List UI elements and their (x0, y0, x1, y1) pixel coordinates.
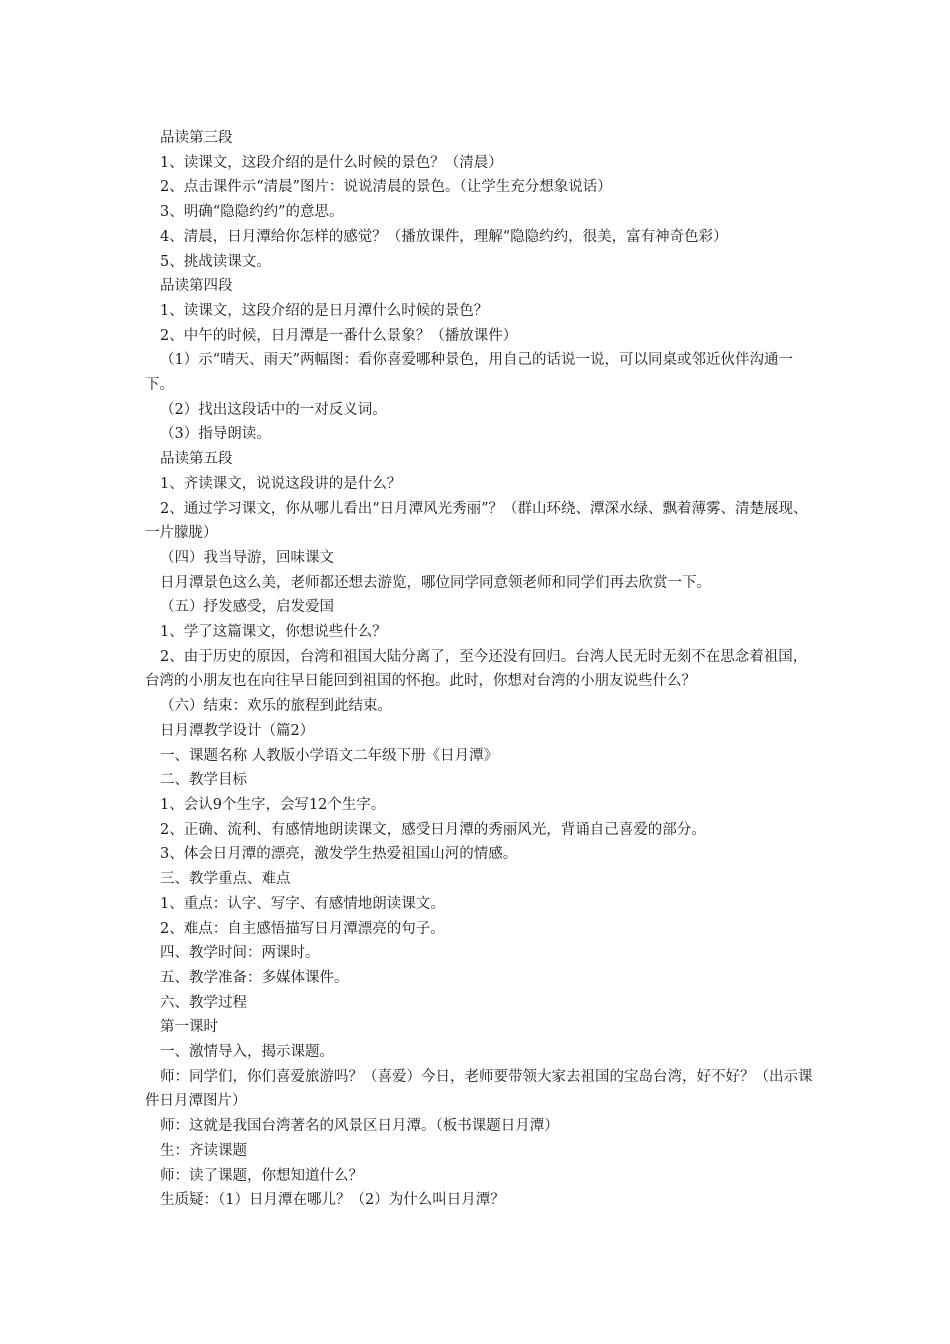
section-heading: 四、教学时间：两课时。 (160, 945, 320, 962)
paragraph: 生质疑：（1）日月潭在哪儿？（2）为什么叫日月潭？ (160, 1192, 505, 1209)
paragraph: 3、体会日月潭的漂亮，激发学生热爱祖国山河的情感。 (160, 846, 518, 863)
paragraph: 1、齐读课文，说说这段讲的是什么？ (160, 475, 402, 492)
paragraph: 2、通过学习课文，你从哪儿看出“日月潭风光秀丽”？（群山环绕、潭深水绿、飘着薄雾、清楚展现、一片朦胧） (145, 500, 808, 542)
paragraph: 1、会认9个生字，会写12个生字。 (160, 796, 386, 813)
section-heading: 品读第四段 (160, 278, 233, 295)
paragraph: 5、挑战读课文。 (160, 253, 271, 270)
paragraph: 师：读了课题，你想知道什么？ (160, 1167, 363, 1184)
section-heading: 五、教学准备：多媒体课件。 (160, 969, 349, 986)
paragraph: 2、点击课件示“清晨”图片：说说清晨的景色。（让学生充分想象说话） (160, 179, 612, 196)
paragraph: 1、读课文，这段介绍的是日月潭什么时候的景色？ (160, 302, 489, 319)
paragraph: 2、由于历史的原因，台湾和祖国大陆分离了，至今还没有回归。台湾人民无时无刻不在思念着祖国，台湾的小朋友也在向往早日能回到祖国的怀抱。此时，你想对台湾的小朋友说些什么？ (145, 648, 808, 690)
paragraph: （2）找出这段话中的一对反义词。 (160, 401, 387, 418)
paragraph: 日月潭景色这么美，老师都还想去游览，哪位同学同意领老师和同学们再去欣赏一下。 (160, 574, 711, 591)
paragraph: 师：同学们，你们喜爱旅游吗？（喜爱）今日，老师要带领大家去祖国的宝岛台湾，好不好？（出示课件日月潭图片） (145, 1068, 813, 1110)
paragraph: （1）示“晴天、雨天”两幅图：看你喜爱哪种景色，用自己的话说一说，可以同桌或邻近伙伴沟通一下。 (145, 352, 794, 394)
paragraph: （六）结束：欢乐的旅程到此结束。 (160, 698, 392, 715)
paragraph: 一、激情导入，揭示课题。 (160, 1044, 334, 1061)
paragraph: 2、难点：自主感悟描写日月潭漂亮的句子。 (160, 920, 445, 937)
paragraph: 一、课题名称 人教版小学语文二年级下册《日月潭》 (160, 747, 499, 764)
section-heading: 品读第五段 (160, 451, 233, 468)
section-heading: 二、教学目标 (160, 772, 247, 789)
paragraph: 1、读课文，这段介绍的是什么时候的景色？（清晨） (160, 154, 503, 171)
section-heading: 三、教学重点、难点 (160, 871, 291, 888)
paragraph: 1、重点：认字、写字、有感情地朗读课文。 (160, 895, 445, 912)
paragraph: 2、正确、流利、有感情地朗读课文，感受日月潭的秀丽风光，背诵自己喜爱的部分。 (160, 821, 706, 838)
paragraph: 4、清晨，日月潭给你怎样的感觉？（播放课件，理解“隐隐约约，很美，富有神奇色彩） (160, 228, 728, 245)
paragraph: 师：这就是我国台湾著名的风景区日月潭。（板书课题日月潭） (160, 1118, 559, 1135)
paragraph: 2、中午的时候，日月潭是一番什么景象？（播放课件） (160, 327, 518, 344)
section-heading: （四）我当导游，回味课文 (160, 549, 334, 566)
document-title: 日月潭教学设计（篇2） (160, 722, 315, 739)
section-heading: （五）抒发感受，启发爱国 (160, 599, 334, 616)
paragraph: 生：齐读课题 (160, 1142, 247, 1159)
section-heading: 第一课时 (160, 1019, 218, 1036)
paragraph: 1、学了这篇课文，你想说些什么？ (160, 624, 387, 641)
section-heading: 六、教学过程 (160, 994, 247, 1011)
paragraph: 3、明确“隐隐约约”的意思。 (160, 204, 344, 221)
section-heading: 品读第三段 (160, 130, 233, 146)
document-body (145, 126, 813, 1213)
paragraph: （3）指导朗读。 (160, 426, 271, 443)
